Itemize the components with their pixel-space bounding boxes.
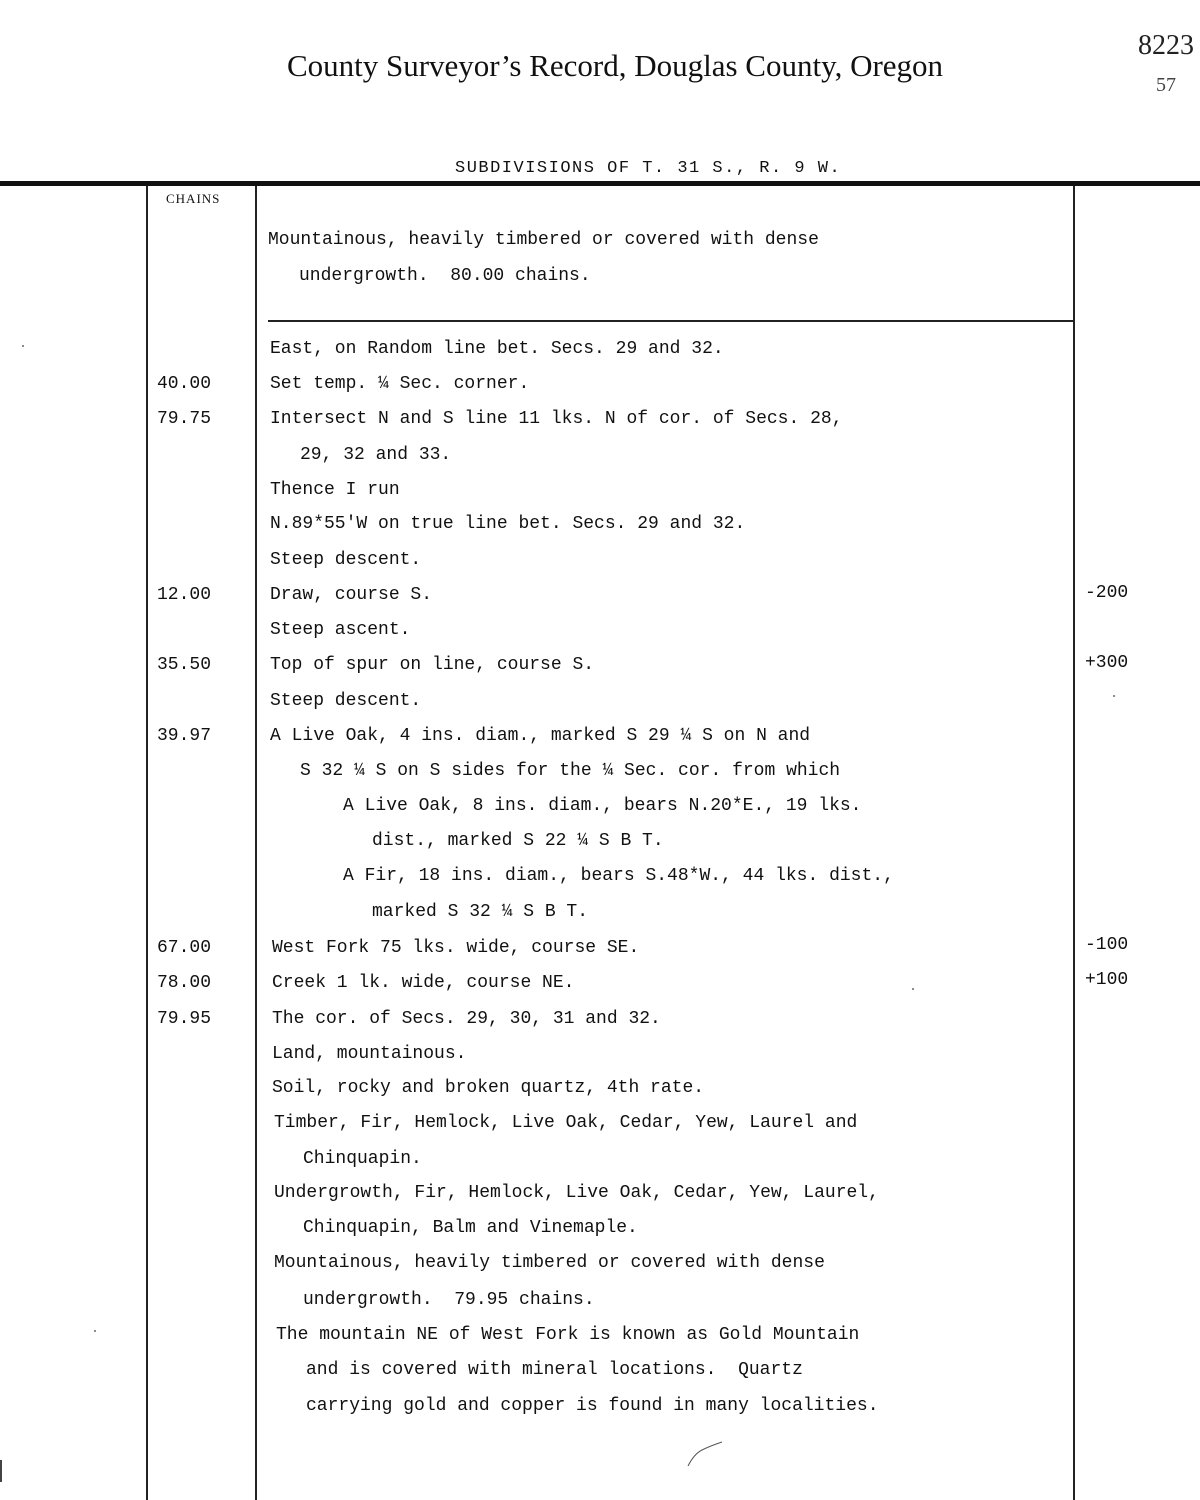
note-line: A Fir, 18 ins. diam., bears S.48*W., 44 lks. dist.,	[343, 866, 894, 886]
scan-speck	[22, 345, 24, 347]
note-line: Creek 1 lk. wide, course NE.	[272, 973, 575, 993]
page-number: 57	[1156, 74, 1176, 96]
note-line: A Live Oak, 8 ins. diam., bears N.20*E., 19 lks.	[343, 796, 862, 816]
note-line: undergrowth. 79.95 chains.	[303, 1290, 595, 1310]
first-block-line-2: undergrowth. 80.00 chains.	[299, 266, 591, 286]
chains-column-header: CHAINS	[166, 191, 221, 206]
elevation-value: +100	[1085, 970, 1129, 990]
note-line: Intersect N and S line 11 lks. N of cor. of Secs. 28,	[270, 409, 843, 429]
block-divider	[268, 320, 1073, 322]
chains-value: 67.00	[157, 938, 212, 958]
section-subheading: SUBDIVISIONS OF T. 31 S., R. 9 W.	[455, 159, 842, 178]
note-line: Set temp. ¼ Sec. corner.	[270, 374, 530, 394]
scan-speck	[1113, 695, 1115, 697]
note-line: and is covered with mineral locations. Quartz	[306, 1360, 803, 1380]
note-line: N.89*55'W on true line bet. Secs. 29 and 32.	[270, 514, 746, 534]
chains-value: 39.97	[157, 726, 212, 746]
scan-speck	[912, 988, 914, 990]
note-line: Steep descent.	[270, 691, 422, 711]
note-line: A Live Oak, 4 ins. diam., marked S 29 ¼ S on N and	[270, 726, 811, 746]
elevation-value: +300	[1085, 653, 1129, 673]
note-line: The mountain NE of West Fork is known as Gold Mountain	[276, 1325, 860, 1345]
note-line: Chinquapin.	[303, 1149, 422, 1169]
chains-value: 35.50	[157, 655, 212, 675]
note-line: Steep ascent.	[270, 620, 411, 640]
note-line: Land, mountainous.	[272, 1044, 467, 1064]
note-line: Draw, course S.	[270, 585, 433, 605]
note-line: Soil, rocky and broken quartz, 4th rate.	[272, 1078, 705, 1098]
note-line: Thence I run	[270, 480, 400, 500]
chains-value: 79.75	[157, 409, 212, 429]
elevation-value: -100	[1085, 935, 1129, 955]
scan-speck	[94, 1330, 96, 1332]
scan-margin-mark	[0, 1460, 2, 1482]
chains-value: 12.00	[157, 585, 212, 605]
note-line: Steep descent.	[270, 550, 422, 570]
elevation-column-rule	[1073, 186, 1075, 1500]
elevation-value: -200	[1085, 583, 1129, 603]
note-line: carrying gold and copper is found in many localities.	[306, 1396, 879, 1416]
note-line: Undergrowth, Fir, Hemlock, Live Oak, Cedar, Yew, Laurel,	[274, 1183, 879, 1203]
note-line: Top of spur on line, course S.	[270, 655, 595, 675]
first-block-line-1: Mountainous, heavily timbered or covered with dense	[268, 230, 819, 250]
chains-value: 79.95	[157, 1009, 212, 1029]
left-column-rule	[146, 186, 148, 1500]
pencil-stroke	[680, 1436, 730, 1472]
note-line: The cor. of Secs. 29, 30, 31 and 32.	[272, 1009, 661, 1029]
chains-value: 78.00	[157, 973, 212, 993]
chains-value: 40.00	[157, 374, 212, 394]
note-line: dist., marked S 22 ¼ S B T.	[372, 831, 664, 851]
note-line: West Fork 75 lks. wide, course SE.	[272, 938, 640, 958]
note-line: Timber, Fir, Hemlock, Live Oak, Cedar, Yew, Laurel and	[274, 1113, 858, 1133]
note-line: marked S 32 ¼ S B T.	[372, 902, 589, 922]
note-line: Chinquapin, Balm and Vinemaple.	[303, 1218, 638, 1238]
note-line: East, on Random line bet. Secs. 29 and 32.	[270, 339, 724, 359]
page-title: County Surveyor’s Record, Douglas County, Oregon	[286, 48, 944, 83]
note-line: Mountainous, heavily timbered or covered with dense	[274, 1253, 825, 1273]
note-line: 29, 32 and 33.	[300, 445, 452, 465]
top-rule	[0, 181, 1200, 186]
record-number: 8223	[1138, 30, 1194, 61]
note-line: S 32 ¼ S on S sides for the ¼ Sec. cor. from which	[300, 761, 841, 781]
chains-column-rule	[255, 186, 257, 1500]
